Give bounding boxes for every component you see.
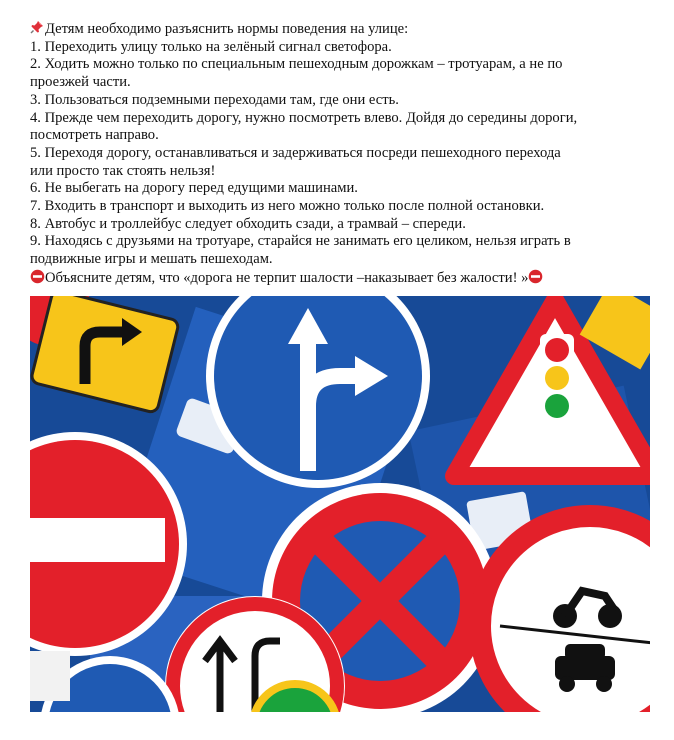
rule-line: 4. Прежде чем переходить дорогу, нужно посмотреть влево. Дойдя до середины дороги,: [30, 109, 578, 126]
rule-line: посмотреть направо.: [30, 127, 159, 144]
pushpin-icon: [30, 20, 44, 34]
intro-line: [30, 20, 650, 39]
rule-line: подвижные игры и мешать пешеходам.: [30, 251, 273, 268]
rule-line: 2. Ходить можно только по специальным пешеходным дорожкам – тротуарам, а не по: [30, 56, 563, 73]
rule-line: 5. Переходя дорогу, останавливаться и задерживаться посреди пешеходного перехода: [30, 144, 561, 161]
rule-line: 6. Не выбегать на дорогу перед едущими машинами.: [30, 180, 358, 197]
no-entry-icon: [528, 269, 543, 284]
rule-line: проезжей части.: [30, 74, 131, 91]
rule-line: 1. Переходить улицу только на зелёный сигнал светофора.: [30, 38, 392, 55]
rule-line: 3. Пользоваться подземными переходами там, где они есть.: [30, 91, 399, 108]
rule-line: или просто так стоять нельзя!: [30, 162, 216, 179]
rule-line: 9. Находясь с друзьями на тротуаре, старайся не занимать его целиком, нельзя играть в: [30, 233, 571, 250]
rules-text: [30, 20, 650, 288]
closing-text: Объясните детям, что «дорога не терпит шалости –наказывает без жалости! »: [45, 269, 529, 286]
road-signs-photo: [30, 296, 650, 712]
no-entry-icon: [30, 269, 45, 284]
intro-text: Детям необходимо разъяснить нормы поведения на улице:: [45, 21, 409, 37]
rule-line: 8. Автобус и троллейбус следует обходить сзади, а трамвай – спереди.: [30, 215, 466, 232]
closing-line: [30, 269, 650, 288]
rule-line: 7. Входить в транспорт и выходить из него можно только после полной остановки.: [30, 198, 545, 215]
